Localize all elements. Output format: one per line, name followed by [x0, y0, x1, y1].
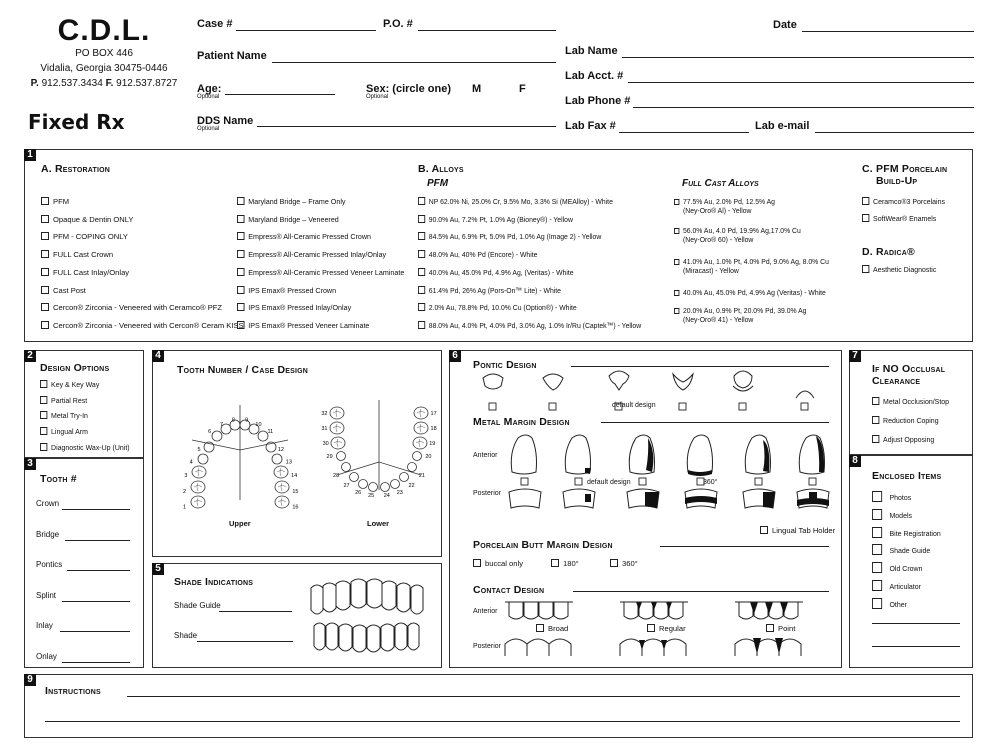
restoration-option[interactable]: IPS Emax® Pressed Crown	[237, 286, 336, 295]
lower-tooth-number: 22	[408, 483, 415, 489]
porcelain-option[interactable]: Ceramco®3 Porcelains	[862, 197, 945, 206]
section-9-box	[24, 674, 973, 738]
tooth-field-label: Crown	[36, 499, 60, 508]
lower-smile-tooth[interactable]	[353, 625, 366, 652]
case-field[interactable]	[236, 30, 376, 31]
upper-smile-tooth[interactable]	[382, 581, 396, 610]
lower-tooth[interactable]	[400, 473, 409, 482]
upper-tooth[interactable]	[275, 496, 289, 508]
upper-tooth[interactable]	[275, 481, 289, 493]
lab-phone-field[interactable]	[633, 107, 974, 108]
contact-title-rule	[573, 591, 829, 592]
sex-optional: Optional	[366, 94, 389, 100]
lab-name-label: Lab Name	[565, 45, 618, 57]
design-option[interactable]: Key & Key Way	[40, 380, 99, 389]
contact-posterior-option[interactable]	[505, 639, 571, 656]
full-cast-alloys-title: Full Cast Alloys	[682, 178, 759, 189]
lower-tooth[interactable]	[337, 452, 346, 461]
instructions-line-2[interactable]	[45, 721, 960, 722]
upper-tooth-number: 10	[255, 421, 262, 428]
upper-tooth[interactable]	[212, 431, 222, 441]
form-title: Fixed Rx	[28, 110, 125, 134]
contact-posterior-option[interactable]	[735, 638, 801, 656]
tooth-field-label: Splint	[36, 590, 57, 600]
sex-f-option[interactable]: F	[519, 83, 526, 95]
occlusal-clearance-title: If NO Occlusal Clearance	[872, 363, 946, 387]
lower-tooth-number: 20	[425, 454, 432, 460]
upper-tooth-number: 12	[277, 446, 284, 453]
lab-acct-label: Lab Acct. #	[565, 70, 624, 82]
checkbox[interactable]	[674, 259, 679, 265]
tooth-field-input[interactable]	[67, 570, 130, 571]
section-5-number: 5	[152, 563, 164, 575]
age-label: Age: Optional	[197, 83, 222, 100]
section-7-number: 7	[849, 350, 861, 362]
contact-regular[interactable]: Regular	[647, 624, 686, 633]
pontic-option[interactable]	[673, 374, 693, 410]
pfm-alloy-option[interactable]: 90.0% Au, 7.2% Pt, 1.0% Ag (Bioney®) - Yellow	[418, 215, 573, 224]
enclosed-item[interactable]: Shade Guide	[872, 544, 930, 555]
pontic-design-diagram[interactable]	[449, 350, 842, 668]
upper-tooth-number: 11	[267, 429, 274, 436]
pfm-alloy-option[interactable]: 84.5% Au, 6.9% Pt, 5.0% Pd, 1.0% Ag (Image 2) - Yellow	[418, 232, 601, 241]
tooth-chart-diagram[interactable]	[152, 350, 442, 557]
contact-broad[interactable]: Broad	[536, 624, 568, 633]
section-2-number: 2	[24, 350, 36, 362]
lab-acct-field[interactable]	[628, 82, 974, 83]
restoration-option[interactable]: Empress® All-Ceramic Pressed Veneer Laminate	[237, 268, 404, 277]
butt-buccal-only[interactable]: buccal only	[473, 559, 523, 568]
section-3-number: 3	[24, 458, 36, 470]
margin-posterior-option[interactable]	[685, 489, 717, 508]
upper-tooth[interactable]	[258, 431, 268, 441]
butt-180[interactable]: 180°	[551, 559, 579, 568]
occlusal-option[interactable]: Reduction Coping	[872, 416, 939, 425]
upper-tooth[interactable]	[191, 496, 205, 508]
pfm-porcelain-title: C. PFM Porcelain Build-Up	[862, 163, 948, 187]
full-cast-alloy-option[interactable]	[674, 288, 826, 297]
posterior-label-margin: Posterior	[473, 490, 502, 497]
lab-address-1: PO BOX 446	[75, 48, 133, 59]
upper-smile-tooth[interactable]	[336, 581, 350, 610]
instructions-title: Instructions	[45, 685, 101, 697]
restoration-option[interactable]: PFM	[41, 197, 69, 206]
shade-guide-label: Shade Guide	[174, 601, 221, 610]
margin-anterior-option[interactable]	[565, 435, 591, 485]
anterior-label-contact: Anterior	[473, 608, 498, 615]
lab-fax-field[interactable]	[619, 132, 749, 133]
upper-tooth[interactable]	[192, 466, 206, 478]
restoration-option[interactable]: Empress® All-Ceramic Pressed Crown	[237, 232, 371, 241]
enclosed-item[interactable]: Articulator	[872, 580, 921, 591]
lower-tooth-number: 24	[383, 493, 390, 499]
posterior-label-contact: Posterior	[473, 643, 502, 650]
lab-logo: C.D.L.	[57, 14, 151, 47]
lower-smile-tooth[interactable]	[408, 623, 419, 650]
full-cast-alloy-option[interactable]	[674, 197, 775, 215]
lower-tooth-number: 18	[430, 426, 437, 432]
lab-phone-fax	[0, 78, 208, 89]
lower-tooth-number: 31	[321, 426, 328, 432]
upper-tooth-number: 9	[245, 417, 249, 424]
upper-tooth-number: 3	[184, 473, 188, 479]
shade-field[interactable]	[197, 641, 293, 642]
alloy-line-1: 20.0% Au, 0.9% Pt, 20.0% Pd, 39.0% Ag	[683, 306, 807, 315]
upper-smile-tooth[interactable]	[311, 585, 323, 614]
phone-prefix: P.	[30, 78, 39, 89]
pontic-default-label: default design	[612, 402, 656, 409]
upper-tooth[interactable]	[272, 454, 282, 464]
upper-smile-tooth[interactable]	[397, 583, 410, 612]
pfm-alloy-option[interactable]: 48.0% Au, 40% Pd (Encore) - White	[418, 250, 537, 259]
lower-smile-tooth[interactable]	[367, 625, 380, 652]
full-cast-alloy-option[interactable]	[674, 226, 801, 244]
lower-tooth[interactable]	[330, 422, 344, 434]
tooth-field-input[interactable]	[62, 601, 130, 602]
case-label: Case #	[197, 18, 233, 30]
pfm-alloy-option[interactable]: 40.0% Au, 45.0% Pd, 4.9% Ag, (Veritas) - White	[418, 268, 574, 277]
dds-optional: Optional	[197, 126, 220, 132]
section-1-number: 1	[24, 149, 36, 161]
lower-tooth-number: 27	[343, 483, 350, 489]
upper-tooth-number: 8	[231, 417, 235, 424]
dds-name-label: DDS Name Optional	[197, 115, 254, 132]
butt-360[interactable]: 360°	[610, 559, 638, 568]
checkbox[interactable]	[674, 308, 679, 314]
full-cast-alloy-option[interactable]	[674, 257, 829, 275]
margin-default-label: default design	[587, 479, 631, 486]
design-options-title: Design Options	[40, 362, 110, 374]
radica-option[interactable]: Aesthetic Diagnostic	[862, 265, 936, 274]
upper-tooth-number: 14	[291, 473, 298, 479]
margin-posterior-option[interactable]	[743, 489, 775, 508]
restoration-option[interactable]: Cast Post	[41, 286, 86, 295]
alloy-line-1: 41.0% Au, 1.0% Pt, 4.0% Pd, 9.0% Ag, 8.0% Cu	[683, 257, 829, 266]
lower-tooth-number: 29	[326, 454, 333, 460]
contact-anterior-option[interactable]	[620, 602, 688, 619]
tooth-field-label: Onlay	[36, 651, 57, 661]
upper-smile-tooth[interactable]	[367, 579, 382, 608]
pfm-alloys-title: PFM	[427, 178, 449, 189]
alloys-title: B. Alloys	[418, 163, 464, 175]
restoration-option[interactable]: Empress® All-Ceramic Pressed Inlay/Onlay	[237, 250, 386, 259]
lower-tooth[interactable]	[413, 437, 427, 449]
lower-tooth[interactable]	[381, 483, 390, 492]
lower-smile-tooth[interactable]	[381, 624, 394, 651]
shade-indications-title: Shade Indications	[174, 576, 254, 588]
checkbox[interactable]	[674, 199, 679, 205]
enclosed-item[interactable]: Bite Registration	[872, 527, 941, 538]
margin-posterior-option[interactable]	[563, 489, 595, 508]
contact-anterior-option[interactable]	[505, 602, 573, 619]
section-6-number: 6	[449, 350, 461, 362]
phone-number: 912.537.3434	[41, 78, 103, 89]
pfm-alloy-option[interactable]: 88.0% Au, 4.0% Pt, 4.0% Pd, 3.0% Ag, 1.0% Ir/Ru (Captek™) - Yellow	[418, 321, 641, 330]
pontic-option[interactable]	[483, 374, 503, 410]
butt-margin-title: Porcelain Butt Margin Design	[473, 539, 613, 551]
margin-360-label: 360°	[703, 479, 718, 486]
lab-name-field[interactable]	[622, 57, 974, 58]
date-field[interactable]	[802, 31, 974, 32]
restoration-option[interactable]: FULL Cast Crown	[41, 250, 113, 259]
upper-tooth-number: 5	[197, 446, 201, 453]
section-4-number: 4	[152, 350, 164, 362]
lingual-tab-holder[interactable]: Lingual Tab Holder	[760, 526, 835, 535]
lower-tooth[interactable]	[414, 407, 428, 419]
shade-label: Shade	[174, 631, 198, 640]
enclosed-item[interactable]: Old Crown	[872, 562, 922, 573]
alloy-line-1: 77.5% Au, 2.0% Pd, 12.5% Ag	[683, 197, 775, 206]
lower-tooth[interactable]	[413, 452, 422, 461]
upper-smile-tooth[interactable]	[323, 583, 336, 612]
tooth-field-input[interactable]	[62, 662, 130, 663]
checkbox[interactable]	[674, 290, 679, 296]
sex-m-option[interactable]: M	[472, 83, 482, 95]
metal-margin-rule	[601, 422, 829, 423]
pfm-alloy-option[interactable]: 61.4% Pd, 26% Ag (Pors-On™ Lite) - White	[418, 286, 561, 295]
enclosed-item[interactable]: Models	[872, 509, 912, 520]
alloy-line-1: 56.0% Au, 4.0 Pd, 19.9% Ag,17.0% Cu	[683, 226, 801, 235]
upper-tooth-number: 1	[183, 504, 187, 511]
lower-smile-tooth[interactable]	[395, 623, 407, 650]
radica-title: D. Radica®	[862, 246, 915, 258]
patient-name-label: Patient Name	[197, 50, 267, 62]
margin-anterior-option[interactable]	[799, 435, 824, 485]
case-design-title: Tooth Number / Case Design	[177, 364, 309, 376]
design-option[interactable]: Lingual Arm	[40, 427, 88, 436]
section-1-box	[24, 149, 973, 342]
dds-name-field[interactable]	[257, 126, 556, 127]
margin-anterior-option[interactable]	[687, 435, 712, 485]
checkbox[interactable]	[674, 228, 679, 234]
tooth-field-input[interactable]	[60, 631, 130, 632]
alloy-line-2: (Ney-Oro® Al) - Yellow	[683, 206, 752, 215]
lower-tooth-number: 25	[368, 493, 375, 499]
enclosed-other-line-1[interactable]	[872, 623, 960, 624]
lower-smile-tooth[interactable]	[314, 623, 325, 650]
age-field[interactable]	[225, 94, 335, 95]
instructions-line-1[interactable]	[127, 696, 960, 697]
contact-anterior-option[interactable]	[735, 602, 803, 619]
lower-smile-tooth[interactable]	[326, 623, 338, 650]
lower-tooth-number: 17	[430, 411, 437, 417]
enclosed-other-line-2[interactable]	[872, 646, 960, 647]
upper-tooth[interactable]	[198, 454, 208, 464]
alloy-line-1: 40.0% Au, 45.0% Pd, 4.9% Ag (Veritas) - White	[683, 288, 826, 297]
alloy-line-2: (Miracast) - Yellow	[683, 266, 739, 275]
lower-tooth[interactable]	[342, 463, 351, 472]
restoration-option[interactable]: Opaque & Dentin ONLY	[41, 215, 133, 224]
porcelain-option[interactable]: SoftWear® Enamels	[862, 214, 936, 223]
teeth-smile-illustration[interactable]	[310, 578, 434, 660]
upper-tooth-number: 15	[292, 488, 299, 495]
lower-tooth[interactable]	[414, 422, 428, 434]
lower-tooth[interactable]	[391, 480, 400, 489]
restoration-option[interactable]: Maryland Bridge – Veneered	[237, 215, 339, 224]
restoration-title: A. Restoration	[41, 163, 111, 175]
lower-tooth[interactable]	[330, 407, 344, 419]
lab-phone-label: Lab Phone #	[565, 95, 631, 107]
tooth-field-input[interactable]	[65, 540, 130, 541]
lab-fax-label: Lab Fax #	[565, 120, 616, 132]
margin-anterior-option[interactable]	[629, 435, 654, 485]
design-option[interactable]: Partial Rest	[40, 396, 87, 405]
lab-email-label: Lab e-mail	[755, 120, 810, 132]
alloy-line-2: (Ney-Oro® 60) - Yellow	[683, 235, 754, 244]
age-optional: Optional	[197, 94, 220, 100]
pfm-alloy-option[interactable]: 2.0% Au, 78.8% Pd, 10.0% Cu (Option®) - White	[418, 303, 577, 312]
lab-address-2: Vidalia, Georgia 30475-0446	[40, 63, 168, 74]
upper-tooth-number: 7	[219, 421, 224, 428]
lower-tooth[interactable]	[359, 480, 368, 489]
lower-tooth-number: 32	[321, 411, 328, 417]
po-field[interactable]	[418, 30, 556, 31]
restoration-option[interactable]: IPS Emax® Pressed Veneer Laminate	[237, 321, 369, 330]
lower-smile-tooth[interactable]	[339, 624, 352, 651]
margin-posterior-option[interactable]	[797, 489, 829, 508]
pfm-alloy-option[interactable]: NP 62.0% Ni, 25.0% Cr, 9.5% Mo, 3.3% Si (MEAlloy) - White	[418, 197, 613, 206]
lower-tooth-number: 30	[322, 441, 329, 447]
pontic-option[interactable]	[543, 374, 563, 410]
restoration-option[interactable]: Cercon® Zirconia - Veneered with Cercon® Ceram KISS	[41, 321, 244, 330]
upper-tooth-number: 2	[183, 488, 187, 495]
upper-tooth[interactable]	[191, 481, 205, 493]
tooth-field-label: Inlay	[36, 621, 53, 630]
po-label: P.O. #	[383, 18, 413, 30]
enclosed-item[interactable]: Other	[872, 598, 907, 609]
restoration-option[interactable]: FULL Cast Inlay/Onlay	[41, 268, 129, 277]
lab-email-field[interactable]	[815, 132, 974, 133]
enclosed-items-title: Enclosed Items	[872, 470, 942, 482]
occlusal-option[interactable]: Adjust Opposing	[872, 435, 934, 444]
contact-design-title: Contact Design	[473, 584, 545, 596]
alloy-line-2: (Ney-Oro® 41) - Yellow	[683, 315, 754, 324]
full-cast-alloy-option[interactable]	[674, 306, 806, 324]
margin-posterior-option[interactable]	[627, 489, 659, 508]
tooth-field-label: Pontics	[36, 560, 63, 569]
upper-arch-label: Upper	[229, 519, 251, 528]
tooth-field-label: Bridge	[36, 529, 60, 539]
design-option[interactable]: Diagnostic Wax-Up (Unit)	[40, 443, 130, 452]
tooth-number-title: Tooth #	[40, 473, 77, 485]
butt-margin-rule	[660, 546, 829, 547]
upper-tooth-number: 6	[208, 429, 212, 436]
restoration-option[interactable]: PFM - COPING ONLY	[41, 232, 128, 241]
lower-tooth-number: 19	[429, 441, 436, 447]
upper-tooth-number: 16	[292, 504, 299, 511]
lower-tooth[interactable]	[350, 473, 359, 482]
fax-number: 912.537.8727	[116, 78, 178, 89]
lower-tooth-number: 21	[418, 473, 425, 479]
lower-tooth[interactable]	[331, 437, 345, 449]
occlusal-option[interactable]: Metal Occlusion/Stop	[872, 397, 949, 406]
design-option[interactable]: Metal Try-In	[40, 411, 88, 420]
lower-arch-label: Lower	[367, 519, 390, 528]
pontic-option[interactable]	[796, 391, 814, 410]
lower-tooth[interactable]	[408, 463, 417, 472]
pontic-option[interactable]	[733, 371, 753, 410]
tooth-field-input[interactable]	[62, 509, 130, 510]
restoration-option[interactable]: Cercon® Zirconia - Veneered with Ceramco® PFZ	[41, 303, 222, 312]
restoration-option[interactable]: IPS Emax® Pressed Inlay/Onlay	[237, 303, 351, 312]
lower-tooth-number: 23	[396, 490, 403, 496]
shade-guide-field[interactable]	[219, 611, 292, 612]
restoration-option[interactable]: Maryland Bridge – Frame Only	[237, 197, 345, 206]
lower-tooth[interactable]	[369, 483, 378, 492]
contact-posterior-option[interactable]	[620, 639, 686, 656]
patient-name-field[interactable]	[272, 62, 556, 63]
anterior-label-margin: Anterior	[473, 452, 498, 459]
pontic-design-title: Pontic Design	[473, 359, 537, 371]
enclosed-item[interactable]: Photos	[872, 491, 911, 502]
margin-posterior-option[interactable]	[509, 489, 541, 508]
upper-tooth-number: 13	[285, 459, 292, 466]
date-label: Date	[773, 19, 797, 31]
fax-prefix: F.	[105, 78, 114, 89]
section-8-number: 8	[849, 455, 861, 467]
margin-anterior-option[interactable]	[745, 435, 770, 485]
lower-tooth-number: 26	[355, 490, 362, 496]
contact-point[interactable]: Point	[766, 624, 795, 633]
lower-tooth-number: 28	[333, 473, 340, 479]
upper-tooth[interactable]	[274, 466, 288, 478]
upper-tooth-number: 4	[189, 459, 193, 466]
section-9-number: 9	[24, 674, 36, 686]
metal-margin-title: Metal Margin Design	[473, 416, 570, 428]
margin-anterior-option[interactable]	[511, 435, 536, 485]
upper-smile-tooth[interactable]	[411, 585, 423, 614]
upper-smile-tooth[interactable]	[351, 579, 366, 608]
sex-label: Sex: (circle one) Optional	[366, 83, 451, 100]
